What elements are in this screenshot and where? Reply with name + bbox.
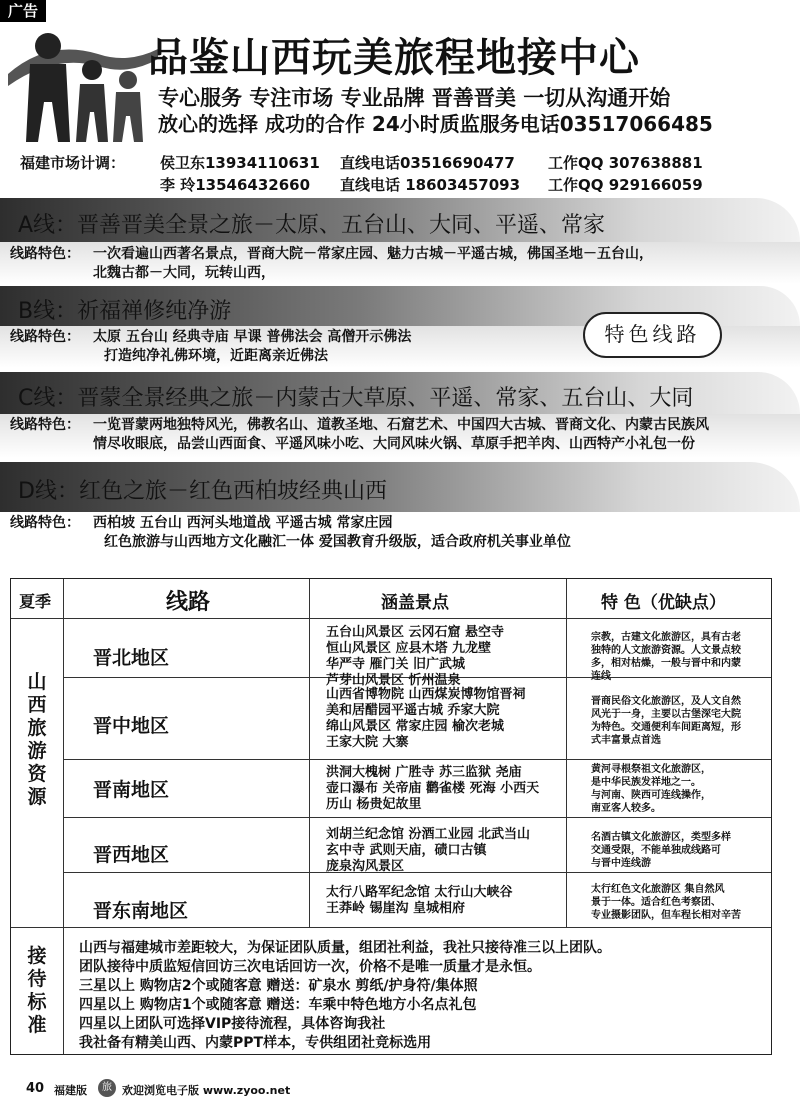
region-jindongnan: 晋东南地区: [93, 900, 189, 922]
line-a-feature-label: 线路特色：: [10, 246, 80, 262]
page-number: 40: [26, 1081, 45, 1096]
table-row-traits: 名酒古镇文化旅游区，类型多样 交通受限，不能单独成线路可 与晋中连线游: [591, 832, 731, 869]
line-a-feature-1: 一次看遍山西著名景点，晋商大院－常家庄园、魅力古城－平遥古城，佛国圣地－五台山，: [93, 246, 653, 262]
header-route: 线路: [166, 590, 211, 615]
line-d-title: D线：红色之旅－红色西柏坡经典山西: [18, 479, 387, 504]
reception-line-5: 四星以上团队可选择VIP接待流程，具体咨询我社: [79, 1016, 386, 1032]
table-row-spots: 刘胡兰纪念馆 汾酒工业园 北武当山 玄中寺 武则天庙，碛口古镇 庞泉沟风景区: [326, 827, 531, 874]
line-b-feature-label: 线路特色：: [10, 329, 80, 345]
edition-label: 福建版: [54, 1084, 87, 1097]
line-a-title: A线：晋善晋美全景之旅－太原、五台山、大同、平遥、常家: [18, 213, 606, 238]
reception-line-6: 我社备有精美山西、内蒙PPT样本，专供组团社竞标选用: [79, 1035, 432, 1051]
family-silhouette-logo: [8, 24, 158, 142]
reception-line-2: 团队接待中质监短信回访三次电话回访一次，价格不是唯一质量才是永恒。: [79, 959, 541, 975]
region-jinnan: 晋南地区: [93, 779, 170, 801]
table-row-spots: 山西省博物院 山西煤炭博物馆晋祠 美和居醋园平遥古城 乔家大院 绵山风景区 常家庄园 榆次老城 王家大院 大寨: [326, 687, 526, 750]
line-c-feature-2: 情尽收眼底，品尝山西面食、平遥风味小吃、大同风味火锅、草原手把羊肉、山西特产小礼包一份: [93, 436, 695, 452]
reception-line-1: 山西与福建城市差距较大，为保证团队质量，组团社利益，我社只接待准三以上团队。: [79, 940, 611, 956]
footer: [0, 1078, 800, 1100]
line-b-title: B线：祈福禅修纯净游: [18, 299, 232, 324]
ad-tag: 广告: [0, 0, 46, 22]
table-row-spots: 五台山风景区 云冈石窟 悬空寺 恒山风景区 应县木塔 九龙壁 华严寺 雁门关 旧广武城 芦芽山风景区 忻州温泉: [326, 625, 505, 688]
header-traits: 特 色（优缺点）: [601, 593, 726, 613]
page-title: 品鉴山西玩美旅程地接中心: [148, 35, 640, 81]
table-row-traits: 宗教，古建文化旅游区，具有古老 独特的人文旅游资源。人文景点较 多，相对枯燥，一般与晋中和内蒙 连线: [591, 632, 741, 682]
reception-line-4: 四星以上 购物店1个或随客意 赠送：车乘中特色地方小名点礼包: [79, 997, 477, 1013]
line-c-title: C线：晋蒙全景经典之旅－内蒙古大草原、平遥、常家、五台山、大同: [18, 386, 694, 411]
side-label-resources: 山 西 旅 游 资 源: [27, 671, 47, 808]
contact-name: 李 玲13546432660: [160, 176, 311, 194]
table-row-spots: 太行八路军纪念馆 太行山大峡谷 王莽岭 锡崖沟 皇城相府: [326, 885, 513, 916]
table-row-traits: 晋商民俗文化旅游区，及人文自然 风光于一身，主要以古堡深宅大院 为特色。交通便利车间距离短，形 式丰富景点首选: [591, 696, 741, 746]
line-d-feature-2: 红色旅游与山西地方文化融汇一体 爱国教育升级版，适合政府机关事业单位: [104, 534, 571, 550]
region-jinzhong: 晋中地区: [93, 715, 170, 737]
header: [8, 24, 798, 144]
line-b-feature-1: 太原 五台山 经典寺庙 早课 普佛法会 高僧开示佛法: [93, 329, 412, 345]
line-d-feature-label: 线路特色：: [10, 515, 80, 531]
line-b-feature-2: 打造纯净礼佛环境，近距离亲近佛法: [104, 348, 328, 364]
region-jinbei: 晋北地区: [93, 647, 170, 669]
contact-label: 福建市场计调：: [20, 154, 126, 172]
line-a-feature-2: 北魏古都－大同，玩转山西，: [93, 265, 275, 281]
footer-website[interactable]: 欢迎浏览电子版 www.zyoo.net: [122, 1084, 291, 1097]
slogan-line-2: 放心的选择 成功的合作 24小时质监服务电话03517066485: [158, 112, 713, 136]
header-season: 夏季: [19, 592, 52, 611]
agency-logo-icon: 旅: [98, 1079, 116, 1097]
contact-phone: 直线电话03516690477: [340, 154, 515, 172]
side-label-reception: 接 待 标 准: [27, 945, 47, 1036]
table-row-traits: 太行红色文化旅游区 集自然风 景于一体。适合红色考察团、 专业摄影团队，但车程长相对辛苦: [591, 884, 741, 921]
table-row-spots: 洪洞大槐树 广胜寺 苏三监狱 尧庙 壶口瀑布 关帝庙 鹳雀楼 死海 小西天 历山 杨贵妃故里: [326, 765, 540, 812]
line-c-feature-1: 一览晋蒙两地独特风光，佛教名山、道教圣地、石窟艺术、中国四大古城、晋商文化、内蒙古民族风: [93, 417, 709, 433]
line-d-feature-1: 西柏坡 五台山 西河头地道战 平遥古城 常家庄园: [93, 515, 393, 531]
contact-qq: 工作QQ 929166059: [548, 176, 703, 194]
region-jinxi: 晋西地区: [93, 844, 170, 866]
line-c-feature-label: 线路特色：: [10, 417, 80, 433]
contact-phone: 直线电话 18603457093: [340, 176, 521, 194]
featured-lines-badge: 特色线路: [583, 312, 722, 358]
table-row-traits: 黄河寻根祭祖文化旅游区， 是中华民族发祥地之一。 与河南、陕西可连线操作， 南亚客人较多。: [591, 764, 711, 814]
contact-qq: 工作QQ 307638881: [548, 154, 703, 172]
reception-line-3: 三星以上 购物店2个或随客意 赠送：矿泉水 剪纸/护身符/集体照: [79, 978, 478, 994]
contact-name: 侯卫东13934110631: [160, 154, 320, 172]
slogan-line-1: 专心服务 专注市场 专业品牌 晋善晋美 一切从沟通开始: [158, 86, 671, 110]
header-spots: 涵盖景点: [381, 593, 449, 613]
resource-table: [10, 578, 772, 1055]
